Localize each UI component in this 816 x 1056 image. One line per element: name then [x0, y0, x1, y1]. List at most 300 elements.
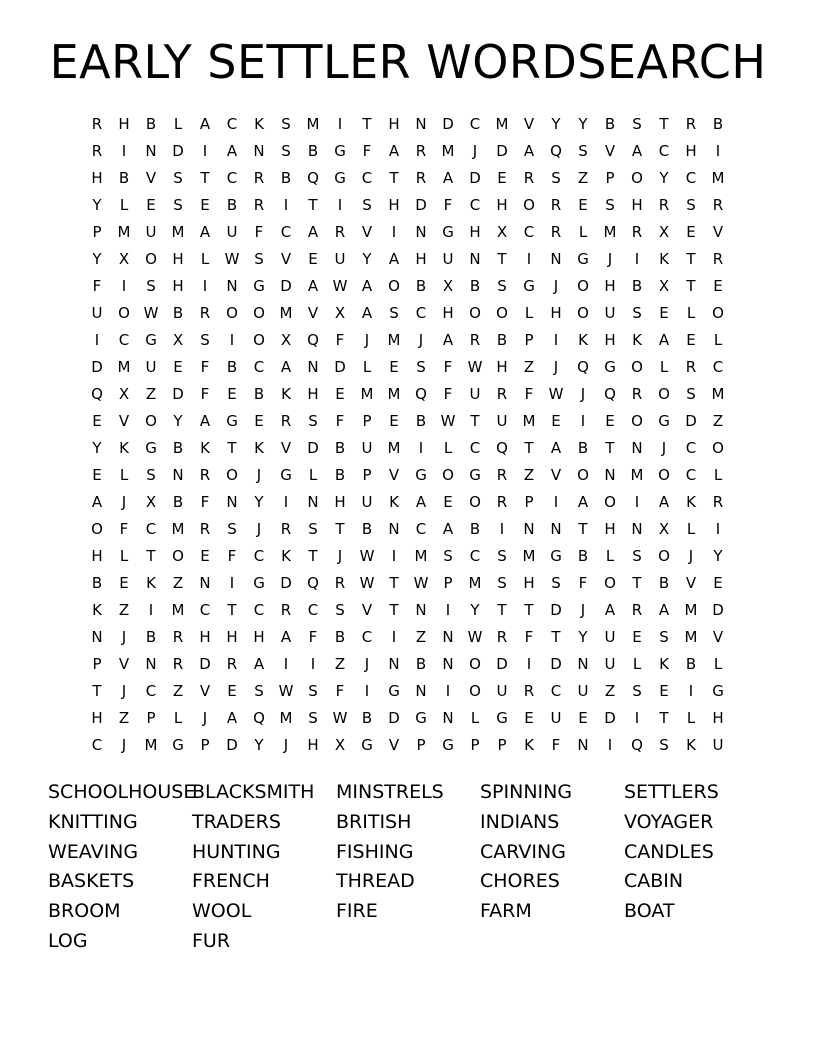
grid-letter[interactable]: C: [280, 223, 292, 241]
grid-letter[interactable]: O: [577, 277, 589, 295]
grid-letter[interactable]: K: [632, 331, 642, 349]
grid-letter[interactable]: H: [469, 223, 481, 241]
grid-letter[interactable]: Y: [659, 169, 669, 187]
grid-letter[interactable]: X: [442, 277, 454, 295]
grid-letter[interactable]: A: [631, 142, 643, 160]
grid-letter[interactable]: W: [224, 250, 240, 268]
grid-letter[interactable]: P: [92, 655, 102, 673]
grid-letter[interactable]: H: [307, 385, 319, 403]
grid-letter[interactable]: S: [335, 601, 345, 619]
grid-letter[interactable]: I: [337, 196, 343, 214]
grid-letter[interactable]: V: [712, 628, 724, 646]
grid-letter[interactable]: C: [712, 358, 724, 376]
grid-letter[interactable]: M: [171, 223, 185, 241]
grid-letter[interactable]: B: [415, 655, 427, 673]
grid-letter[interactable]: K: [524, 736, 534, 754]
grid-letter[interactable]: S: [605, 196, 615, 214]
grid-letter[interactable]: S: [416, 358, 426, 376]
grid-letter[interactable]: I: [121, 277, 127, 295]
grid-letter[interactable]: N: [307, 493, 319, 511]
grid-letter[interactable]: G: [334, 169, 346, 187]
grid-letter[interactable]: O: [91, 520, 103, 538]
grid-letter[interactable]: T: [524, 439, 534, 457]
grid-letter[interactable]: Z: [415, 628, 427, 646]
grid-letter[interactable]: E: [686, 223, 696, 241]
grid-letter[interactable]: O: [712, 304, 724, 322]
grid-letter[interactable]: O: [631, 412, 643, 430]
grid-letter[interactable]: I: [553, 331, 559, 349]
grid-letter[interactable]: P: [605, 169, 615, 187]
grid-letter[interactable]: W: [467, 628, 483, 646]
grid-letter[interactable]: D: [280, 574, 292, 592]
grid-letter[interactable]: T: [389, 574, 399, 592]
grid-letter[interactable]: E: [659, 682, 669, 700]
grid-letter[interactable]: B: [631, 277, 643, 295]
grid-letter[interactable]: Y: [92, 196, 102, 214]
grid-letter[interactable]: T: [497, 250, 507, 268]
grid-letter[interactable]: P: [362, 466, 372, 484]
grid-letter[interactable]: J: [580, 601, 586, 619]
grid-letter[interactable]: I: [148, 601, 154, 619]
grid-letter[interactable]: R: [631, 223, 643, 241]
grid-letter[interactable]: D: [172, 385, 184, 403]
grid-letter[interactable]: J: [364, 331, 370, 349]
grid-letter[interactable]: D: [550, 655, 562, 673]
grid-letter[interactable]: E: [119, 574, 129, 592]
grid-letter[interactable]: K: [659, 250, 669, 268]
grid-letter[interactable]: S: [551, 169, 561, 187]
grid-letter[interactable]: V: [361, 601, 373, 619]
grid-letter[interactable]: N: [145, 142, 157, 160]
grid-letter[interactable]: V: [685, 574, 697, 592]
grid-letter[interactable]: L: [713, 331, 723, 349]
grid-letter[interactable]: C: [469, 547, 481, 565]
grid-letter[interactable]: N: [442, 628, 454, 646]
grid-letter[interactable]: M: [117, 358, 131, 376]
grid-letter[interactable]: H: [631, 196, 643, 214]
grid-letter[interactable]: A: [658, 331, 670, 349]
grid-letter[interactable]: F: [92, 277, 102, 295]
grid-letter[interactable]: Z: [577, 169, 589, 187]
grid-letter[interactable]: K: [389, 493, 399, 511]
grid-letter[interactable]: U: [604, 304, 616, 322]
grid-letter[interactable]: T: [632, 574, 642, 592]
grid-letter[interactable]: O: [388, 277, 400, 295]
grid-letter[interactable]: G: [361, 736, 373, 754]
grid-letter[interactable]: L: [119, 547, 129, 565]
grid-letter[interactable]: X: [658, 223, 670, 241]
grid-letter[interactable]: R: [199, 520, 211, 538]
grid-letter[interactable]: S: [659, 628, 669, 646]
grid-letter[interactable]: B: [334, 466, 346, 484]
grid-letter[interactable]: Z: [523, 358, 535, 376]
grid-letter[interactable]: V: [712, 223, 724, 241]
grid-letter[interactable]: V: [550, 466, 562, 484]
grid-letter[interactable]: W: [359, 547, 375, 565]
grid-letter[interactable]: C: [415, 304, 427, 322]
grid-letter[interactable]: O: [496, 304, 508, 322]
grid-letter[interactable]: N: [253, 142, 265, 160]
grid-letter[interactable]: P: [443, 574, 453, 592]
grid-letter[interactable]: Q: [550, 142, 562, 160]
grid-letter[interactable]: D: [334, 358, 346, 376]
grid-letter[interactable]: F: [524, 385, 534, 403]
grid-letter[interactable]: C: [226, 115, 238, 133]
grid-letter[interactable]: A: [199, 412, 211, 430]
grid-letter[interactable]: B: [253, 385, 265, 403]
grid-letter[interactable]: R: [496, 628, 508, 646]
grid-letter[interactable]: L: [605, 547, 615, 565]
grid-letter[interactable]: E: [389, 358, 399, 376]
grid-letter[interactable]: Y: [713, 547, 723, 565]
grid-letter[interactable]: H: [523, 574, 535, 592]
grid-letter[interactable]: H: [388, 115, 400, 133]
grid-letter[interactable]: C: [523, 223, 535, 241]
grid-letter[interactable]: U: [226, 223, 238, 241]
grid-letter[interactable]: G: [442, 736, 454, 754]
grid-letter[interactable]: R: [550, 223, 562, 241]
grid-letter[interactable]: A: [442, 520, 454, 538]
grid-letter[interactable]: V: [307, 304, 319, 322]
grid-letter[interactable]: N: [415, 682, 427, 700]
grid-letter[interactable]: J: [121, 628, 127, 646]
grid-letter[interactable]: X: [172, 331, 184, 349]
grid-letter[interactable]: L: [713, 466, 723, 484]
grid-letter[interactable]: R: [199, 466, 211, 484]
grid-letter[interactable]: R: [712, 196, 724, 214]
grid-letter[interactable]: I: [391, 547, 397, 565]
grid-letter[interactable]: U: [361, 493, 373, 511]
grid-letter[interactable]: X: [118, 250, 130, 268]
grid-letter[interactable]: I: [337, 115, 343, 133]
grid-letter[interactable]: O: [469, 682, 481, 700]
grid-letter[interactable]: Q: [307, 331, 319, 349]
grid-letter[interactable]: K: [281, 547, 291, 565]
grid-letter[interactable]: B: [226, 196, 238, 214]
grid-letter[interactable]: R: [199, 304, 211, 322]
grid-letter[interactable]: A: [226, 142, 238, 160]
grid-letter[interactable]: C: [658, 142, 670, 160]
grid-letter[interactable]: A: [226, 709, 238, 727]
grid-letter[interactable]: L: [362, 358, 372, 376]
grid-letter[interactable]: E: [254, 412, 264, 430]
grid-letter[interactable]: V: [199, 682, 211, 700]
grid-letter[interactable]: N: [577, 655, 589, 673]
grid-letter[interactable]: N: [172, 466, 184, 484]
grid-letter[interactable]: E: [551, 412, 561, 430]
grid-letter[interactable]: P: [200, 736, 210, 754]
grid-letter[interactable]: C: [550, 682, 562, 700]
grid-letter[interactable]: R: [253, 169, 265, 187]
grid-letter[interactable]: R: [658, 196, 670, 214]
grid-letter[interactable]: S: [308, 412, 318, 430]
grid-letter[interactable]: O: [118, 304, 130, 322]
grid-letter[interactable]: O: [253, 331, 265, 349]
grid-letter[interactable]: J: [553, 277, 559, 295]
grid-letter[interactable]: D: [280, 277, 292, 295]
grid-letter[interactable]: T: [659, 709, 669, 727]
grid-letter[interactable]: I: [418, 439, 424, 457]
grid-letter[interactable]: B: [334, 439, 346, 457]
grid-letter[interactable]: C: [469, 439, 481, 457]
grid-letter[interactable]: E: [308, 250, 318, 268]
grid-letter[interactable]: T: [227, 601, 237, 619]
grid-letter[interactable]: F: [443, 385, 453, 403]
grid-letter[interactable]: B: [172, 439, 184, 457]
grid-letter[interactable]: Y: [470, 601, 480, 619]
grid-letter[interactable]: J: [661, 439, 667, 457]
grid-letter[interactable]: T: [308, 547, 318, 565]
grid-letter[interactable]: S: [173, 169, 183, 187]
grid-letter[interactable]: L: [524, 304, 534, 322]
grid-letter[interactable]: D: [442, 115, 454, 133]
grid-letter[interactable]: Q: [415, 385, 427, 403]
grid-letter[interactable]: T: [389, 601, 399, 619]
grid-letter[interactable]: L: [470, 709, 480, 727]
grid-letter[interactable]: A: [577, 493, 589, 511]
grid-letter[interactable]: S: [227, 520, 237, 538]
grid-letter[interactable]: G: [442, 223, 454, 241]
grid-letter[interactable]: P: [470, 736, 480, 754]
grid-letter[interactable]: B: [145, 628, 157, 646]
grid-letter[interactable]: F: [443, 358, 453, 376]
grid-letter[interactable]: R: [334, 574, 346, 592]
grid-letter[interactable]: C: [685, 169, 697, 187]
grid-letter[interactable]: N: [388, 655, 400, 673]
grid-letter[interactable]: V: [280, 439, 292, 457]
grid-letter[interactable]: M: [441, 142, 455, 160]
grid-letter[interactable]: S: [632, 304, 642, 322]
grid-letter[interactable]: J: [256, 466, 262, 484]
grid-letter[interactable]: Y: [92, 250, 102, 268]
grid-letter[interactable]: V: [118, 412, 130, 430]
grid-letter[interactable]: B: [469, 277, 481, 295]
grid-letter[interactable]: P: [524, 331, 534, 349]
grid-letter[interactable]: G: [388, 682, 400, 700]
grid-letter[interactable]: U: [712, 736, 724, 754]
grid-letter[interactable]: P: [497, 736, 507, 754]
grid-letter[interactable]: S: [200, 331, 210, 349]
grid-letter[interactable]: Y: [254, 493, 264, 511]
grid-letter[interactable]: A: [523, 142, 535, 160]
grid-letter[interactable]: L: [686, 304, 696, 322]
grid-letter[interactable]: B: [415, 412, 427, 430]
grid-letter[interactable]: C: [361, 628, 373, 646]
grid-letter[interactable]: L: [308, 466, 318, 484]
grid-letter[interactable]: I: [445, 682, 451, 700]
grid-letter[interactable]: B: [172, 493, 184, 511]
grid-letter[interactable]: D: [226, 736, 238, 754]
grid-letter[interactable]: G: [415, 709, 427, 727]
grid-letter[interactable]: M: [522, 547, 536, 565]
grid-letter[interactable]: O: [145, 250, 157, 268]
grid-letter[interactable]: S: [551, 574, 561, 592]
grid-letter[interactable]: T: [335, 520, 345, 538]
grid-letter[interactable]: J: [472, 142, 478, 160]
grid-letter[interactable]: E: [200, 196, 210, 214]
grid-letter[interactable]: Z: [118, 709, 130, 727]
grid-letter[interactable]: G: [280, 466, 292, 484]
grid-letter[interactable]: X: [145, 493, 157, 511]
grid-letter[interactable]: Q: [253, 709, 265, 727]
grid-letter[interactable]: X: [280, 331, 292, 349]
grid-letter[interactable]: G: [253, 574, 265, 592]
grid-letter[interactable]: A: [91, 493, 103, 511]
grid-letter[interactable]: U: [496, 412, 508, 430]
grid-letter[interactable]: Q: [577, 358, 589, 376]
grid-letter[interactable]: N: [631, 439, 643, 457]
grid-letter[interactable]: A: [307, 277, 319, 295]
grid-letter[interactable]: B: [604, 115, 616, 133]
grid-letter[interactable]: X: [334, 304, 346, 322]
grid-letter[interactable]: O: [658, 547, 670, 565]
grid-letter[interactable]: H: [334, 493, 346, 511]
grid-letter[interactable]: U: [550, 709, 562, 727]
grid-letter[interactable]: X: [334, 736, 346, 754]
grid-letter[interactable]: D: [496, 655, 508, 673]
grid-letter[interactable]: C: [145, 682, 157, 700]
grid-letter[interactable]: B: [361, 520, 373, 538]
grid-letter[interactable]: B: [496, 331, 508, 349]
grid-letter[interactable]: T: [227, 439, 237, 457]
grid-letter[interactable]: N: [469, 250, 481, 268]
grid-letter[interactable]: D: [685, 412, 697, 430]
grid-letter[interactable]: H: [307, 736, 319, 754]
grid-letter[interactable]: G: [415, 466, 427, 484]
grid-letter[interactable]: J: [688, 547, 694, 565]
grid-letter[interactable]: K: [578, 331, 588, 349]
grid-letter[interactable]: A: [199, 115, 211, 133]
grid-letter[interactable]: T: [578, 520, 588, 538]
grid-letter[interactable]: N: [415, 601, 427, 619]
grid-letter[interactable]: R: [550, 196, 562, 214]
grid-letter[interactable]: N: [199, 574, 211, 592]
grid-letter[interactable]: T: [551, 628, 561, 646]
grid-letter[interactable]: G: [712, 682, 724, 700]
grid-letter[interactable]: C: [469, 196, 481, 214]
grid-letter[interactable]: B: [577, 439, 589, 457]
grid-letter[interactable]: M: [144, 736, 158, 754]
grid-letter[interactable]: P: [416, 736, 426, 754]
grid-letter[interactable]: H: [172, 250, 184, 268]
grid-letter[interactable]: C: [307, 601, 319, 619]
grid-letter[interactable]: J: [202, 709, 208, 727]
grid-letter[interactable]: K: [254, 439, 264, 457]
grid-letter[interactable]: D: [91, 358, 103, 376]
grid-letter[interactable]: H: [604, 277, 616, 295]
grid-letter[interactable]: G: [334, 142, 346, 160]
grid-letter[interactable]: E: [659, 304, 669, 322]
grid-letter[interactable]: Y: [551, 115, 561, 133]
grid-letter[interactable]: I: [202, 277, 208, 295]
grid-letter[interactable]: F: [119, 520, 129, 538]
grid-letter[interactable]: M: [117, 223, 131, 241]
grid-letter[interactable]: U: [145, 358, 157, 376]
grid-letter[interactable]: J: [121, 493, 127, 511]
grid-letter[interactable]: E: [632, 628, 642, 646]
grid-letter[interactable]: D: [199, 655, 211, 673]
grid-letter[interactable]: T: [308, 196, 318, 214]
grid-letter[interactable]: S: [578, 142, 588, 160]
grid-letter[interactable]: R: [253, 196, 265, 214]
grid-letter[interactable]: Q: [91, 385, 103, 403]
grid-letter[interactable]: V: [388, 736, 400, 754]
grid-letter[interactable]: R: [523, 682, 535, 700]
grid-letter[interactable]: H: [604, 331, 616, 349]
grid-letter[interactable]: T: [686, 277, 696, 295]
grid-letter[interactable]: Q: [604, 385, 616, 403]
grid-letter[interactable]: T: [659, 115, 669, 133]
grid-letter[interactable]: X: [658, 520, 670, 538]
grid-letter[interactable]: L: [632, 655, 642, 673]
grid-letter[interactable]: T: [389, 169, 399, 187]
grid-letter[interactable]: B: [280, 169, 292, 187]
grid-letter[interactable]: R: [469, 331, 481, 349]
grid-letter[interactable]: E: [173, 358, 183, 376]
grid-letter[interactable]: Q: [631, 736, 643, 754]
grid-letter[interactable]: R: [712, 493, 724, 511]
grid-letter[interactable]: N: [550, 520, 562, 538]
grid-letter[interactable]: O: [577, 304, 589, 322]
grid-letter[interactable]: L: [200, 250, 210, 268]
grid-letter[interactable]: S: [443, 547, 453, 565]
grid-letter[interactable]: I: [229, 574, 235, 592]
grid-letter[interactable]: K: [119, 439, 129, 457]
grid-letter[interactable]: F: [335, 412, 345, 430]
grid-letter[interactable]: O: [658, 385, 670, 403]
grid-letter[interactable]: R: [496, 466, 508, 484]
grid-letter[interactable]: J: [553, 358, 559, 376]
grid-letter[interactable]: M: [684, 628, 698, 646]
grid-letter[interactable]: V: [523, 115, 535, 133]
grid-letter[interactable]: O: [523, 196, 535, 214]
grid-letter[interactable]: S: [146, 277, 156, 295]
grid-letter[interactable]: X: [658, 277, 670, 295]
grid-letter[interactable]: R: [334, 223, 346, 241]
grid-letter[interactable]: N: [631, 520, 643, 538]
grid-letter[interactable]: A: [253, 655, 265, 673]
grid-letter[interactable]: R: [631, 601, 643, 619]
grid-letter[interactable]: U: [577, 682, 589, 700]
grid-letter[interactable]: E: [713, 574, 723, 592]
grid-letter[interactable]: Y: [362, 250, 372, 268]
grid-letter[interactable]: B: [712, 115, 724, 133]
grid-letter[interactable]: I: [715, 142, 721, 160]
grid-letter[interactable]: V: [145, 169, 157, 187]
grid-letter[interactable]: H: [118, 115, 130, 133]
grid-letter[interactable]: W: [548, 385, 564, 403]
grid-letter[interactable]: A: [280, 358, 292, 376]
grid-letter[interactable]: I: [688, 682, 694, 700]
grid-letter[interactable]: Z: [523, 466, 535, 484]
grid-letter[interactable]: M: [630, 466, 644, 484]
grid-letter[interactable]: M: [306, 115, 320, 133]
grid-letter[interactable]: E: [497, 169, 507, 187]
grid-letter[interactable]: U: [496, 682, 508, 700]
grid-letter[interactable]: E: [605, 412, 615, 430]
grid-letter[interactable]: N: [415, 115, 427, 133]
grid-letter[interactable]: R: [226, 655, 238, 673]
grid-letter[interactable]: N: [226, 493, 238, 511]
grid-letter[interactable]: Y: [578, 628, 588, 646]
grid-letter[interactable]: P: [92, 223, 102, 241]
grid-letter[interactable]: S: [146, 466, 156, 484]
grid-letter[interactable]: O: [469, 493, 481, 511]
grid-letter[interactable]: B: [658, 574, 670, 592]
grid-letter[interactable]: T: [497, 601, 507, 619]
grid-letter[interactable]: N: [442, 709, 454, 727]
grid-letter[interactable]: M: [387, 385, 401, 403]
